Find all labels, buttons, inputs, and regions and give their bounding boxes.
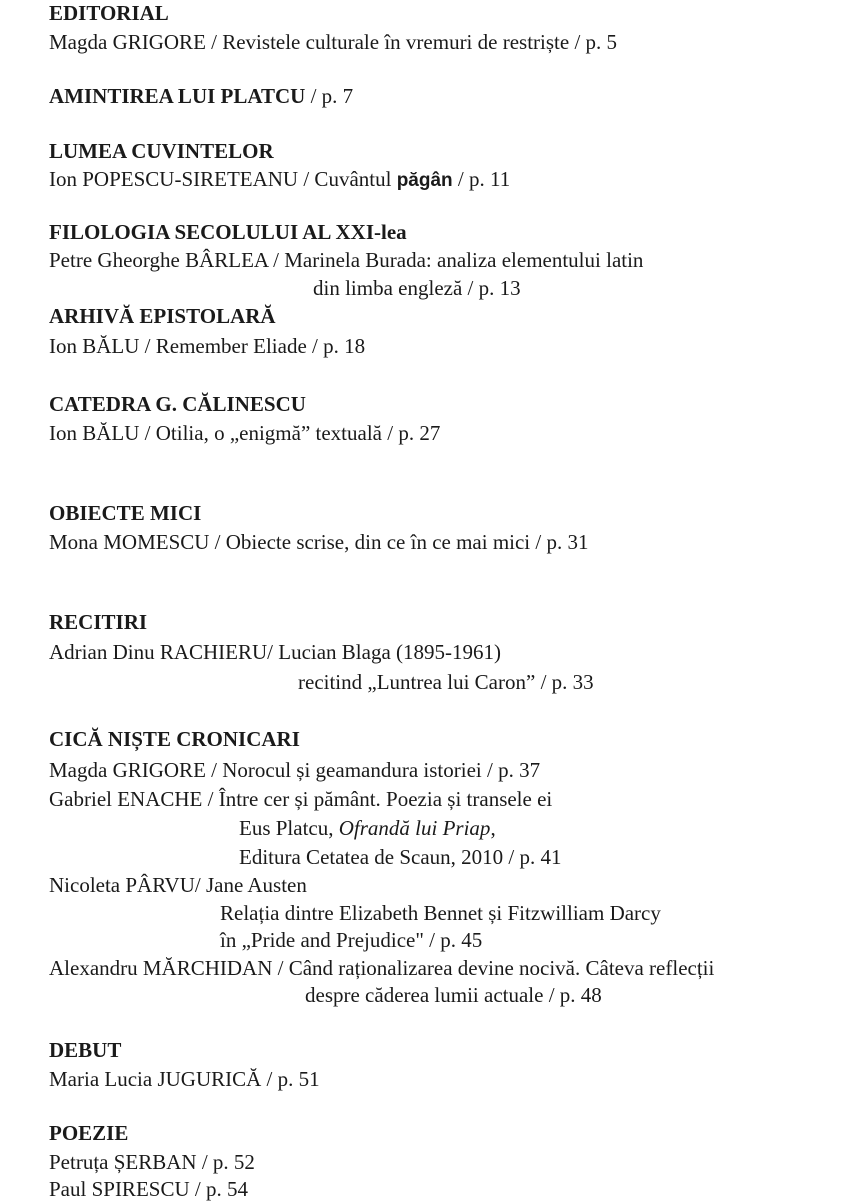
section-heading: RECITIRI (49, 610, 148, 634)
page-ref: / p. 11 (452, 167, 511, 191)
toc-entry: Petre Gheorghe BÂRLEA / Marinela Burada: analiza elementului latin (49, 248, 644, 272)
section-heading: CICĂ NIȘTE CRONICARI (49, 727, 300, 751)
toc-entry: Maria Lucia JUGURICĂ / p. 51 (49, 1067, 320, 1091)
toc-entry-continuation: Relația dintre Elizabeth Bennet și Fitzwilliam Darcy (220, 901, 661, 925)
section-heading: OBIECTE MICI (49, 501, 202, 525)
section-heading: POEZIE (49, 1121, 129, 1145)
toc-entry: Magda GRIGORE / Norocul și geamandura istoriei / p. 37 (49, 758, 541, 782)
toc-entry: Petruța ȘERBAN / p. 52 (49, 1150, 255, 1174)
section-heading: DEBUT (49, 1038, 122, 1062)
toc-entry: Ion BĂLU / Remember Eliade / p. 18 (49, 334, 366, 358)
toc-entry-continuation: despre căderea lumii actuale / p. 48 (305, 983, 602, 1007)
page-ref: / p. 7 (305, 84, 354, 108)
entry-text: Eus Platcu, (239, 816, 339, 840)
toc-entry (49, 83, 353, 109)
section-heading: FILOLOGIA SECOLULUI AL XXI-lea (49, 220, 407, 244)
entry-text: Ion POPESCU-SIRETEANU / Cuvântul (49, 167, 397, 191)
section-heading: LUMEA CUVINTELOR (49, 139, 274, 163)
toc-entry-continuation (239, 815, 496, 841)
section-heading: ARHIVĂ EPISTOLARĂ (49, 304, 276, 328)
toc-entry-continuation: Editura Cetatea de Scaun, 2010 / p. 41 (239, 845, 562, 869)
toc-entry: Magda GRIGORE / Revistele culturale în vremuri de restriște / p. 5 (49, 30, 618, 54)
section-heading: EDITORIAL (49, 1, 169, 25)
emphasized-word: păgân (396, 170, 453, 191)
toc-entry (49, 166, 510, 194)
toc-entry: Mona MOMESCU / Obiecte scrise, din ce în ce mai mici / p. 31 (49, 530, 589, 554)
toc-entry-continuation: recitind „Luntrea lui Caron” / p. 33 (298, 670, 594, 694)
toc-entry-continuation: în „Pride and Prejudice" / p. 45 (220, 928, 483, 952)
section-heading: AMINTIREA LUI PLATCU (49, 84, 306, 108)
section-heading: CATEDRA G. CĂLINESCU (49, 392, 306, 416)
toc-entry-continuation: din limba engleză / p. 13 (313, 276, 521, 300)
toc-entry: Paul SPIRESCU / p. 54 (49, 1177, 248, 1201)
toc-entry: Gabriel ENACHE / Între cer și pământ. Poezia și transele ei (49, 787, 553, 811)
toc-entry: Ion BĂLU / Otilia, o „enigmă” textuală / p. 27 (49, 421, 441, 445)
toc-entry: Adrian Dinu RACHIERU/ Lucian Blaga (1895-1961) (49, 640, 502, 664)
book-title: Ofrandă lui Priap (338, 816, 491, 840)
toc-entry: Alexandru MĂRCHIDAN / Când raționalizarea devine nocivă. Câteva reflecții (49, 956, 715, 980)
toc-entry: Nicoleta PÂRVU/ Jane Austen (49, 873, 307, 897)
entry-text: , (490, 816, 496, 840)
